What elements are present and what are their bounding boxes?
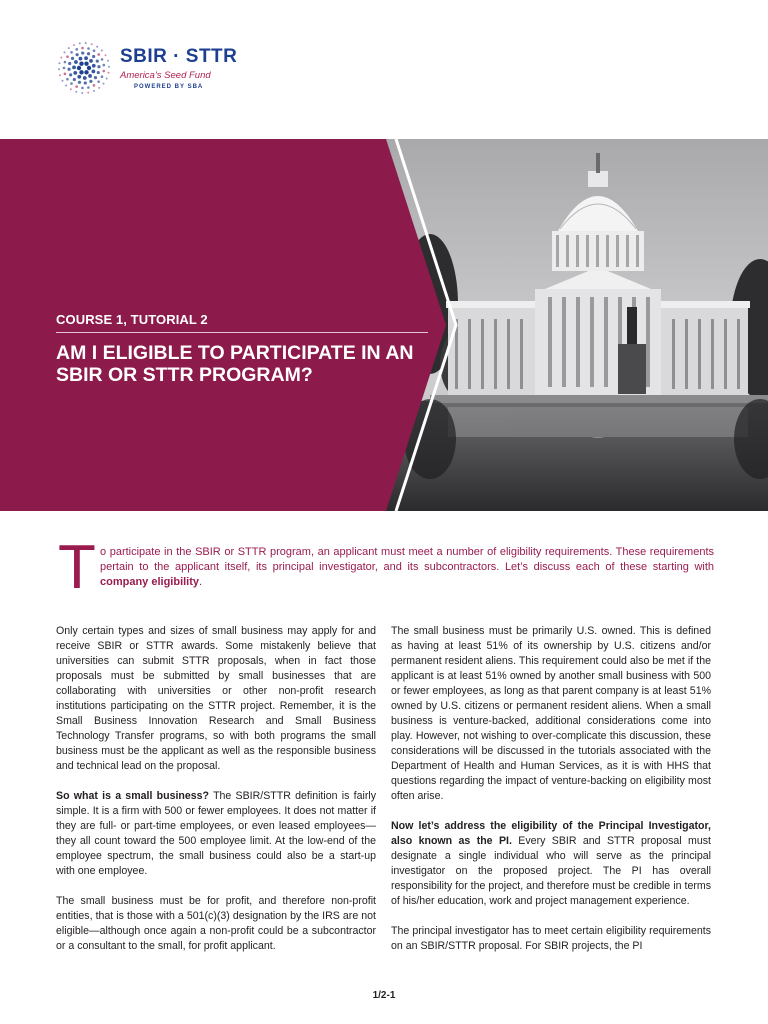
seed-dots-icon xyxy=(56,40,112,96)
logo-dot xyxy=(97,80,100,83)
logo-dot xyxy=(60,57,62,59)
intro-text: o participate in the SBIR or STTR program, an applicant must meet a number of eligibility requirements. These requirements pertain to the applicant itself, its principal investigator, and its subcontractors. Let’s discuss each of these starting with xyxy=(100,546,714,573)
body-paragraph xyxy=(56,789,376,879)
logo-dot xyxy=(84,56,88,60)
logo-dot xyxy=(81,47,84,50)
page-title: AM I ELIGIBLE TO PARTICIPATE IN AN SBIR OR STTR PROGRAM? xyxy=(56,342,414,386)
paragraph-text: The SBIR/STTR definition is fairly simple. It is a firm with 500 or fewer employees. It does not matter if they are full- or part-time employees, or even leased employees—they all count toward the 500 employee limit. At the low-end of the employee spectrum, the small business could also be a start-up with one employee. xyxy=(56,790,376,877)
logo-dot xyxy=(68,47,70,49)
paragraph-lead: Now let’s address the eligibility of the Principal Investigator, also known as the PI. xyxy=(391,820,711,847)
intro-end: . xyxy=(199,576,203,588)
body-paragraph xyxy=(391,924,711,954)
left-column xyxy=(56,624,376,969)
logo-dot xyxy=(79,42,81,44)
logo-dot xyxy=(97,53,100,56)
logo-dot xyxy=(74,60,78,64)
logo-dot xyxy=(84,61,88,65)
page-number: 1/2-1 xyxy=(372,990,396,1001)
title-divider xyxy=(56,332,428,333)
body-paragraph xyxy=(391,624,711,804)
logo-dot xyxy=(105,54,107,56)
logo-dot xyxy=(75,85,78,88)
paragraph-text: Only certain types and sizes of small business may apply for and receive SBIR or STTR awards. Some mistakenly believe that universities can submit STTR proposals, when in fact those proposals must be submitted by small businesses that are collaborating with universities or other non-profit research institutions participating on the STTR project. Remember, it is the Small Business Innovation Research and Small Business Technology Transfer programs, so with both programs the small business must be the applicant as well as the responsible business and technical lead on the proposal. xyxy=(56,625,376,772)
paragraph-text: The small business must be primarily U.S. owned. This is defined as having at least 51% of its ownership by U.S. citizens and/or permanent resident aliens. This requirement could also be met if the applicant is at least 51% owned by another small business with 500 or fewer employees, as long as that parent company is at least 51% owned by U.S. citizens or permanent resident aliens. When a small business is venture-backed, additional considerations come into play. However, not wishing to over-complicate this discussion, these considerations will be discussed in the tutorials associated with the Department of Health and Human Services, as it is with HHS that questions regarding the impact of venture-backing on eligibility most often arise. xyxy=(391,625,711,802)
logo-dot xyxy=(61,80,63,82)
logo-dot xyxy=(84,81,87,84)
logo-dot xyxy=(66,78,69,81)
paragraph-text: The small business must be for profit, and therefore non-profit entities, that is those with a 501(c)(3) designation by the IRS are not eligible—although once again a non-profit could be a subcontractor or a consultant to the small, for profit applicant. xyxy=(56,895,376,952)
logo-dot xyxy=(101,58,104,61)
logo-dot xyxy=(107,60,109,62)
logo-dot xyxy=(78,81,81,84)
drop-cap: T xyxy=(58,533,96,602)
logo-dot xyxy=(73,78,76,81)
logo-dot xyxy=(66,55,69,58)
logo-dot xyxy=(75,91,77,93)
logo-dot xyxy=(106,78,108,80)
logo-dot xyxy=(84,70,88,74)
logo-dot xyxy=(103,83,105,85)
logo-dot xyxy=(98,87,100,89)
logo-dot xyxy=(89,80,92,83)
body-paragraph xyxy=(391,819,711,909)
logo-dot xyxy=(87,47,90,50)
logo-dot xyxy=(89,59,93,63)
paragraph-lead: So what is a small business? xyxy=(56,790,210,802)
logo-dot xyxy=(92,55,95,58)
body-paragraph xyxy=(56,624,376,774)
logo-dot xyxy=(85,42,87,44)
logo-dot xyxy=(81,51,84,54)
paragraph-text: Every SBIR and STTR proposal must designate a single individual who will serve as the principal investigator on the proposed project. The PI has overall responsibility for the project, and therefore must be credible in terms of his/her education, work and project management experience. xyxy=(391,835,711,907)
logo-dot xyxy=(87,52,90,55)
logo-dot xyxy=(72,65,76,69)
logo-dot xyxy=(79,57,83,61)
logo-dot xyxy=(92,64,96,68)
logo-dot xyxy=(108,72,110,74)
logo-dot xyxy=(94,76,97,79)
logo-dot xyxy=(67,68,70,71)
logo-name: SBIR · STTR xyxy=(120,46,238,67)
logo-dot xyxy=(70,88,72,90)
logo-dot xyxy=(63,51,65,53)
logo-dot xyxy=(73,44,75,46)
logo-dot xyxy=(75,48,78,51)
logo-dot xyxy=(88,74,92,78)
logo-dot xyxy=(91,43,93,45)
logo-dot xyxy=(93,49,96,52)
logo-dot xyxy=(81,87,84,90)
logo-dot xyxy=(96,46,98,48)
logo-dot xyxy=(65,84,67,86)
logo-dot xyxy=(70,82,73,85)
body-paragraph xyxy=(56,894,376,954)
logo-dot xyxy=(93,84,96,87)
logo-dot xyxy=(97,65,100,68)
logo-dot xyxy=(69,73,72,76)
logo-dot xyxy=(87,86,90,89)
logo-dot xyxy=(68,62,71,65)
logo-dot xyxy=(58,62,60,64)
logo-dot xyxy=(102,64,105,67)
logo-dot xyxy=(101,50,103,52)
logo-dot xyxy=(87,66,91,70)
logo-dot xyxy=(93,90,95,92)
logo-dot xyxy=(91,70,95,74)
logo-dot xyxy=(64,73,67,76)
logo-dot xyxy=(76,53,79,56)
logo-dot xyxy=(58,68,60,70)
logo-dot xyxy=(101,75,104,78)
logo-tagline: America’s Seed Fund xyxy=(120,70,211,81)
logo-dot xyxy=(77,75,81,79)
logo-dot xyxy=(102,70,105,73)
logo-dot xyxy=(70,51,73,54)
logo-dot xyxy=(81,92,83,94)
logo-dot xyxy=(87,92,89,94)
logo-dot xyxy=(73,71,77,75)
course-label: COURSE 1, TUTORIAL 2 xyxy=(56,312,208,327)
logo-dot xyxy=(71,57,74,60)
paragraph-text: The principal investigator has to meet certain eligibility requirements on an SBIR/STTR proposal. For SBIR projects, the PI xyxy=(391,925,711,952)
logo-dot xyxy=(83,76,87,80)
logo-dot xyxy=(79,70,83,74)
logo-dot xyxy=(79,61,83,65)
logo-dot xyxy=(97,71,100,74)
logo-dot xyxy=(63,67,66,70)
right-column xyxy=(391,624,711,969)
sbir-sttr-logo xyxy=(56,40,236,96)
logo-dot xyxy=(108,66,110,68)
logo-dot xyxy=(96,60,99,63)
intro-paragraph xyxy=(100,545,714,590)
logo-powered-by: POWERED BY SBA xyxy=(134,84,204,90)
logo-dot xyxy=(77,66,81,70)
intro-emphasis: company eligibility xyxy=(100,576,200,588)
logo-dot xyxy=(59,74,61,76)
logo-dot xyxy=(64,61,67,64)
